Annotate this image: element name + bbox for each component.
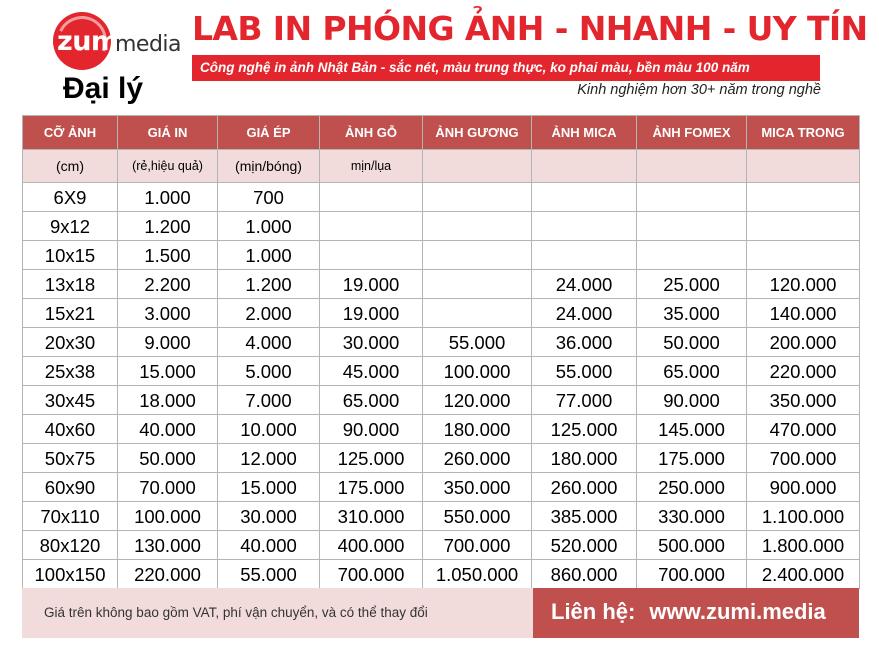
price-cell: 15.000 — [118, 357, 218, 386]
price-cell: 1.200 — [118, 212, 218, 241]
price-cell: 120.000 — [747, 270, 860, 299]
size-cell: 70x110 — [23, 502, 118, 531]
experience-text: Kinh nghiệm hơn 30+ năm trong nghề — [577, 82, 821, 98]
price-cell: 125.000 — [320, 444, 423, 473]
price-cell — [423, 183, 532, 212]
price-cell: 120.000 — [423, 386, 532, 415]
logo-text-zumi: zumi — [57, 26, 128, 57]
price-cell: 500.000 — [637, 531, 747, 560]
price-cell: 45.000 — [320, 357, 423, 386]
price-cell: 550.000 — [423, 502, 532, 531]
price-cell: 5.000 — [218, 357, 320, 386]
table-header-row — [23, 116, 860, 150]
size-cell: 50x75 — [23, 444, 118, 473]
size-cell: 30x45 — [23, 386, 118, 415]
size-cell: 13x18 — [23, 270, 118, 299]
brand-logo — [53, 12, 183, 70]
price-cell — [637, 212, 747, 241]
table-row — [23, 473, 860, 502]
price-cell: 1.800.000 — [747, 531, 860, 560]
size-cell: 40x60 — [23, 415, 118, 444]
table-row — [23, 270, 860, 299]
price-cell: 175.000 — [320, 473, 423, 502]
logo-text-media: media — [115, 32, 182, 57]
price-cell: 19.000 — [320, 299, 423, 328]
price-cell: 260.000 — [532, 473, 637, 502]
column-subheader: (rẻ,hiệu quả) — [118, 150, 218, 183]
price-cell: 860.000 — [532, 560, 637, 589]
price-cell: 100.000 — [423, 357, 532, 386]
price-cell: 2.000 — [218, 299, 320, 328]
price-cell: 700.000 — [747, 444, 860, 473]
price-cell — [423, 212, 532, 241]
size-cell: 15x21 — [23, 299, 118, 328]
price-cell: 55.000 — [532, 357, 637, 386]
price-cell: 9.000 — [118, 328, 218, 357]
size-cell: 10x15 — [23, 241, 118, 270]
price-cell: 470.000 — [747, 415, 860, 444]
column-subheader — [423, 150, 532, 183]
price-cell: 350.000 — [423, 473, 532, 502]
table-row — [23, 183, 860, 212]
column-header: CỠ ẢNH — [23, 116, 118, 150]
price-cell: 40.000 — [118, 415, 218, 444]
size-cell: 100x150 — [23, 560, 118, 589]
column-header: ẢNH FOMEX — [637, 116, 747, 150]
table-row — [23, 531, 860, 560]
contact-label: Liên hệ: — [551, 599, 636, 624]
price-cell — [532, 212, 637, 241]
table-row — [23, 560, 860, 589]
price-cell: 1.000 — [118, 183, 218, 212]
price-cell: 130.000 — [118, 531, 218, 560]
size-cell: 25x38 — [23, 357, 118, 386]
table-row — [23, 502, 860, 531]
price-cell: 19.000 — [320, 270, 423, 299]
price-cell: 220.000 — [118, 560, 218, 589]
price-cell: 700 — [218, 183, 320, 212]
price-cell: 250.000 — [637, 473, 747, 502]
table-row — [23, 241, 860, 270]
price-cell — [637, 241, 747, 270]
price-cell: 180.000 — [423, 415, 532, 444]
price-cell: 260.000 — [423, 444, 532, 473]
price-cell — [320, 241, 423, 270]
price-cell: 1.200 — [218, 270, 320, 299]
price-cell: 2.200 — [118, 270, 218, 299]
price-cell: 7.000 — [218, 386, 320, 415]
price-cell — [747, 183, 860, 212]
price-cell: 90.000 — [320, 415, 423, 444]
price-cell — [320, 183, 423, 212]
price-cell: 400.000 — [320, 531, 423, 560]
price-cell: 24.000 — [532, 270, 637, 299]
column-header: MICA TRONG — [747, 116, 860, 150]
price-cell: 385.000 — [532, 502, 637, 531]
price-cell: 310.000 — [320, 502, 423, 531]
column-header: GIÁ IN — [118, 116, 218, 150]
price-cell: 55.000 — [218, 560, 320, 589]
price-cell: 520.000 — [532, 531, 637, 560]
table-row — [23, 212, 860, 241]
price-cell — [423, 241, 532, 270]
price-cell: 50.000 — [118, 444, 218, 473]
contact-url-link[interactable]: www.zumi.media — [649, 599, 826, 624]
table-row — [23, 415, 860, 444]
price-cell: 900.000 — [747, 473, 860, 502]
price-cell: 140.000 — [747, 299, 860, 328]
price-cell: 700.000 — [637, 560, 747, 589]
size-cell: 9x12 — [23, 212, 118, 241]
price-cell: 700.000 — [320, 560, 423, 589]
column-subheader — [532, 150, 637, 183]
column-subheader — [747, 150, 860, 183]
price-cell: 55.000 — [423, 328, 532, 357]
price-cell: 220.000 — [747, 357, 860, 386]
column-header: GIÁ ÉP — [218, 116, 320, 150]
price-cell: 180.000 — [532, 444, 637, 473]
headline: LAB IN PHÓNG ẢNH - NHANH - UY TÍN — [192, 9, 868, 48]
price-cell: 65.000 — [320, 386, 423, 415]
price-cell: 3.000 — [118, 299, 218, 328]
price-cell: 40.000 — [218, 531, 320, 560]
price-cell: 30.000 — [320, 328, 423, 357]
price-cell — [532, 183, 637, 212]
price-cell: 24.000 — [532, 299, 637, 328]
price-cell: 50.000 — [637, 328, 747, 357]
price-cell: 25.000 — [637, 270, 747, 299]
price-cell: 1.050.000 — [423, 560, 532, 589]
column-subheader — [637, 150, 747, 183]
dealer-label: Đại lý — [63, 72, 144, 105]
price-table — [22, 115, 860, 589]
price-cell: 30.000 — [218, 502, 320, 531]
column-subheader: mịn/lụa — [320, 150, 423, 183]
table-row — [23, 444, 860, 473]
size-cell: 60x90 — [23, 473, 118, 502]
price-cell — [320, 212, 423, 241]
price-cell: 145.000 — [637, 415, 747, 444]
price-cell: 65.000 — [637, 357, 747, 386]
footer-note: Giá trên không bao gồm VAT, phí vận chuyển, và có thể thay đổi — [22, 588, 533, 638]
price-cell — [532, 241, 637, 270]
column-header: ẢNH GƯƠNG — [423, 116, 532, 150]
price-cell: 10.000 — [218, 415, 320, 444]
price-cell: 330.000 — [637, 502, 747, 531]
column-header: ẢNH GỖ — [320, 116, 423, 150]
footer-contact — [533, 588, 859, 638]
price-cell — [747, 241, 860, 270]
price-cell: 1.500 — [118, 241, 218, 270]
price-cell: 2.400.000 — [747, 560, 860, 589]
price-cell: 18.000 — [118, 386, 218, 415]
price-cell: 175.000 — [637, 444, 747, 473]
table-row — [23, 357, 860, 386]
price-cell: 700.000 — [423, 531, 532, 560]
price-cell: 200.000 — [747, 328, 860, 357]
price-cell: 4.000 — [218, 328, 320, 357]
price-cell: 1.100.000 — [747, 502, 860, 531]
price-cell — [423, 299, 532, 328]
price-cell: 350.000 — [747, 386, 860, 415]
table-row — [23, 299, 860, 328]
tagline-banner: Công nghệ in ảnh Nhật Bản - sắc nét, màu trung thực, ko phai màu, bền màu 100 năm — [192, 55, 820, 81]
table-body — [23, 183, 860, 589]
price-cell: 35.000 — [637, 299, 747, 328]
price-cell: 1.000 — [218, 212, 320, 241]
price-cell — [637, 183, 747, 212]
price-cell: 100.000 — [118, 502, 218, 531]
price-cell: 36.000 — [532, 328, 637, 357]
size-cell: 6X9 — [23, 183, 118, 212]
column-subheader: (cm) — [23, 150, 118, 183]
size-cell: 80x120 — [23, 531, 118, 560]
price-cell: 90.000 — [637, 386, 747, 415]
table-row — [23, 328, 860, 357]
price-cell: 12.000 — [218, 444, 320, 473]
table-row — [23, 386, 860, 415]
price-cell: 1.000 — [218, 241, 320, 270]
column-subheader: (mịn/bóng) — [218, 150, 320, 183]
price-cell: 125.000 — [532, 415, 637, 444]
price-cell: 77.000 — [532, 386, 637, 415]
price-cell — [747, 212, 860, 241]
price-cell: 15.000 — [218, 473, 320, 502]
price-cell — [423, 270, 532, 299]
table-subheader-row — [23, 150, 860, 183]
size-cell: 20x30 — [23, 328, 118, 357]
column-header: ẢNH MICA — [532, 116, 637, 150]
price-cell: 70.000 — [118, 473, 218, 502]
